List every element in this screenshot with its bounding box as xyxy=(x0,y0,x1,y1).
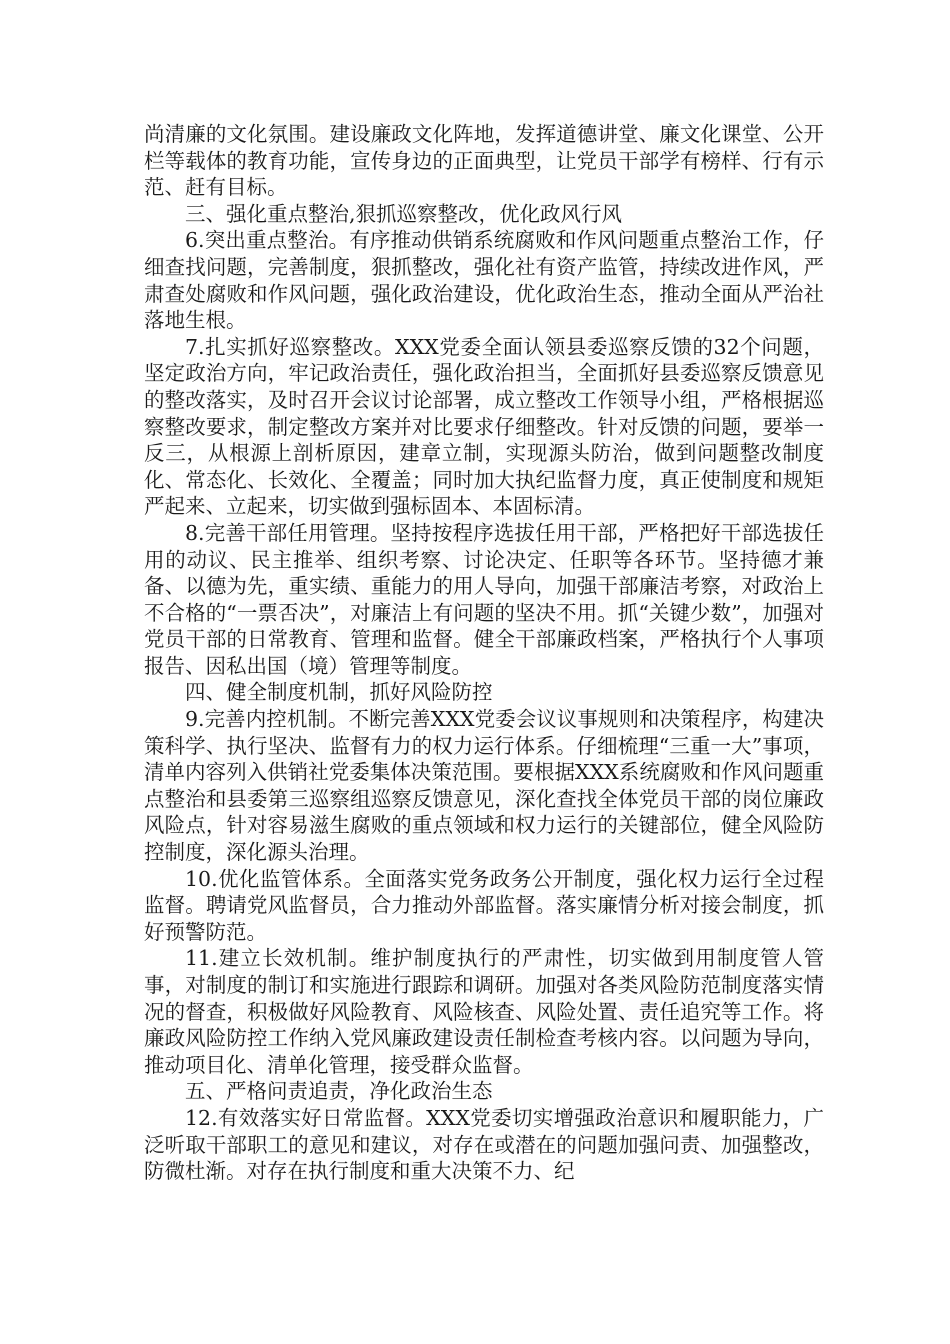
paragraph-continuation: 尚清廉的文化氛围。建设廉政文化阵地，发挥道德讲堂、廉文化课堂、公开栏等载体的教育功能，宣传身边的正面典型，让党员干部学有榜样、行有示范、赶有目标。 xyxy=(144,122,824,200)
paragraph-item-9: 9.完善内控机制。不断完善XXX党委会议议事规则和决策程序，构建决策科学、执行坚决、监督有力的权力运行体系。仔细梳理“三重一大”事项，清单内容列入供销社党委集体决策范围。要根据XXX系统腐败和作风问题重点整治和县委第三巡察组巡察反馈意见，深化查找全体党员干部的岗位廉政风险点，针对容易滋生腐败的重点领域和权力运行的关键部位，健全风险防控制度，深化源头治理。 xyxy=(144,707,824,865)
paragraph-item-6: 6.突出重点整治。有序推动供销系统腐败和作风问题重点整治工作，仔细查找问题，完善制度，狠抓整改，强化社有资产监管，持续改进作风，严肃查处腐败和作风问题，强化政治建设，优化政治生态，推动全面从严治社落地生根。 xyxy=(144,228,824,333)
document-page xyxy=(144,121,824,1185)
paragraph-item-10: 10.优化监管体系。全面落实党务政务公开制度，强化权力运行全过程监督。聘请党风监督员，合力推动外部监督。落实廉情分析对接会制度，抓好预警防范。 xyxy=(144,866,824,944)
paragraph-item-12: 12.有效落实好日常监督。XXX党委切实增强政治意识和履职能力，广泛听取干部职工的意见和建议，对存在或潜在的问题加强问责、加强整改，防微杜渐。对存在执行制度和重大决策不力、纪 xyxy=(144,1105,824,1184)
section-heading-5: 五、严格问责追责，净化政治生态 xyxy=(185,1079,493,1104)
section-heading-4: 四、健全制度机制，抓好风险防控 xyxy=(185,680,493,705)
section-heading-3: 三、强化重点整治,狠抓巡察整改，优化政风行风 xyxy=(185,201,623,226)
paragraph-item-11: 11.建立长效机制。维护制度执行的严肃性，切实做到用制度管人管事，对制度的制订和实施进行跟踪和调研。加强对各类风险防范制度落实情况的督查，积极做好风险教育、风险核查、风险处置、责任追究等工作。将廉政风险防控工作纳入党风廉政建设责任制检查考核内容。以问题为导向，推动项目化、清单化管理，接受群众监督。 xyxy=(144,946,824,1077)
paragraph-item-7: 7.扎实抓好巡察整改。XXX党委全面认领县委巡察反馈的32个问题，坚定政治方向，牢记政治责任，强化政治担当，全面抓好县委巡察反馈意见的整改落实，及时召开会议讨论部署，成立整改工作领导小组，严格根据巡察整改要求，制定整改方案并对比要求仔细整改。针对反馈的问题，要举一反三，从根源上剖析原因，建章立制，实现源头防治，做到问题整改制度化、常态化、长效化、全覆盖；同时加大执纪监督力度，真正使制度和规矩严起来、立起来，切实做到强标固本、本固标清。 xyxy=(144,334,824,519)
paragraph-item-8: 8.完善干部任用管理。坚持按程序选拔任用干部，严格把好干部选拔任用的动议、民主推举、组织考察、讨论决定、任职等各环节。坚持德才兼备、以德为先，重实绩、重能力的用人导向，加强干部廉洁考察，对政治上不合格的“一票否决”，对廉洁上有问题的坚决不用。抓“关键少数”，加强对党员干部的日常教育、管理和监督。健全干部廉政档案，严格执行个人事项报告、因私出国（境）管理等制度。 xyxy=(144,520,824,678)
